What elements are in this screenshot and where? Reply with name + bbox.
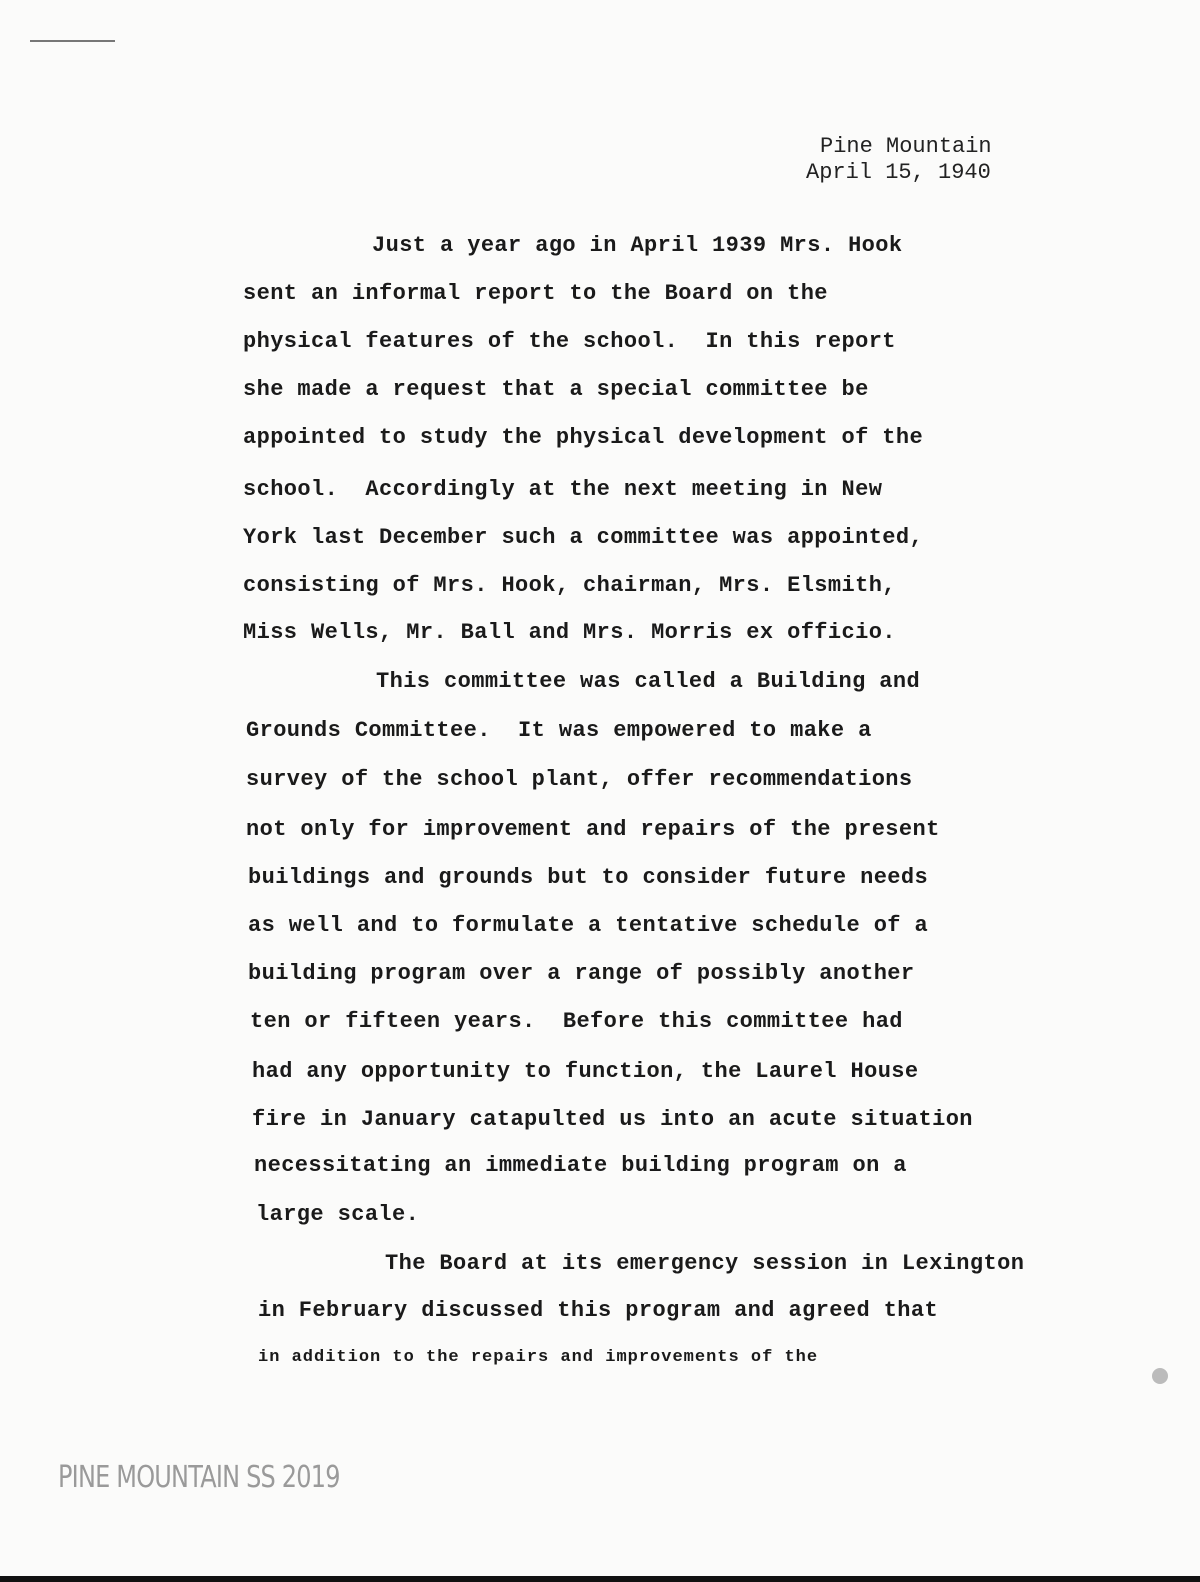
text-line: necessitating an immediate building program on a [254, 1153, 907, 1178]
text-line: in addition to the repairs and improvements of the [258, 1348, 819, 1367]
text-line: ten or fifteen years. Before this committee had [250, 1009, 903, 1034]
text-line: York last December such a committee was appointed, [243, 525, 924, 550]
text-line: physical features of the school. In this report [243, 329, 896, 354]
text-line: large scale. [256, 1202, 420, 1227]
text-line: building program over a range of possibly another [248, 961, 915, 986]
text-line: school. Accordingly at the next meeting in New [243, 477, 883, 502]
scan-edge [0, 1576, 1200, 1582]
text-line: appointed to study the physical development of the [243, 425, 924, 450]
text-line: fire in January catapulted us into an acute situation [252, 1107, 973, 1132]
text-line: not only for improvement and repairs of the present [246, 817, 940, 842]
paper-spot [1152, 1368, 1168, 1384]
text-line: as well and to formulate a tentative schedule of a [248, 913, 929, 938]
text-line: in February discussed this program and agreed that [258, 1298, 939, 1323]
header-place: Pine Mountain [820, 134, 992, 159]
text-line: buildings and grounds but to consider future needs [248, 865, 929, 890]
scan-mark [30, 40, 115, 42]
text-line: she made a request that a special committee be [243, 377, 869, 402]
text-line: Grounds Committee. It was empowered to make a [246, 718, 872, 743]
archive-watermark: PINE MOUNTAIN SS 2019 [58, 1460, 340, 1495]
header-date: April 15, 1940 [806, 160, 991, 185]
text-line: This committee was called a Building and [376, 669, 921, 694]
text-line: Miss Wells, Mr. Ball and Mrs. Morris ex officio. [243, 620, 896, 645]
text-line: survey of the school plant, offer recommendations [246, 767, 913, 792]
text-line: consisting of Mrs. Hook, chairman, Mrs. Elsmith, [243, 573, 896, 598]
text-line: The Board at its emergency session in Lexington [385, 1251, 1025, 1276]
text-line: sent an informal report to the Board on the [243, 281, 828, 306]
text-line: had any opportunity to function, the Laurel House [252, 1059, 919, 1084]
text-line: Just a year ago in April 1939 Mrs. Hook [372, 233, 903, 258]
